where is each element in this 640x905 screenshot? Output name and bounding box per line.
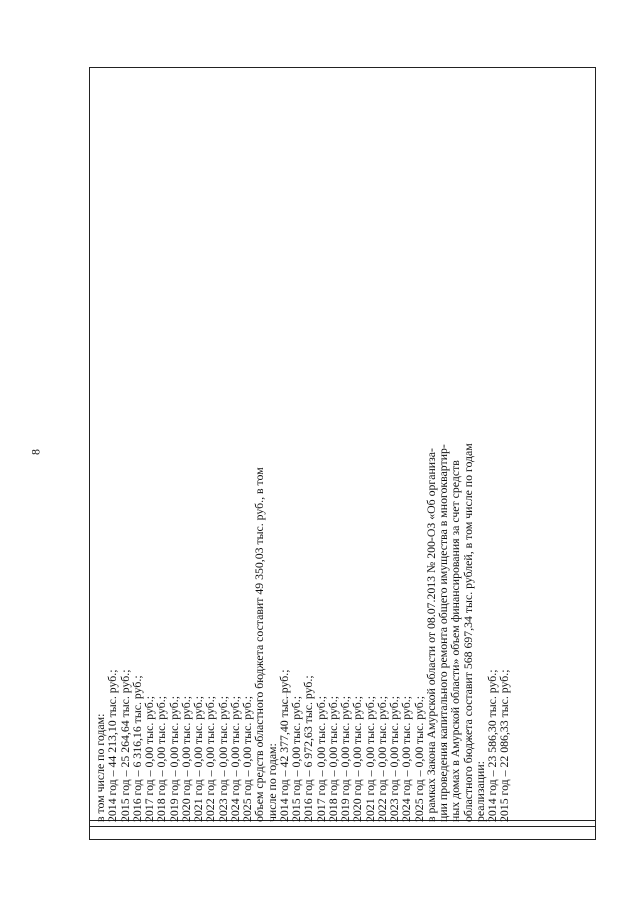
text-line: 2023 год – 0,00 тыс. руб.; <box>387 696 401 822</box>
text-line: 2020 год – 0,00 тыс. руб.; <box>178 696 193 822</box>
text-line: 2024 год – 0,00 тыс. руб.; <box>227 696 242 822</box>
text-line: 2016 год – 6 972,63 тыс. руб.; <box>301 675 316 822</box>
text-line: 2021 год – 0,00 тыс. руб.; <box>191 696 205 822</box>
text-line: 2018 год – 0,00 тыс. руб.; <box>325 696 340 822</box>
text-line: 2015 год – 25 264,64 тыс. руб.; <box>117 669 132 822</box>
text-line: 2015 год – 0,00 тыс. руб.; <box>289 696 303 822</box>
text-line: 2021 год – 0,00 тыс. руб.; <box>362 696 377 822</box>
text-line: 2017 год – 0,00 тыс. руб.; <box>313 696 328 822</box>
text-line: областного бюджета составит 568 697,34 тыс. рублей, в том числе по годам <box>460 443 475 822</box>
text-line: 2022 год – 0,00 тыс. руб.; <box>374 696 389 822</box>
financing-text <box>94 77 594 822</box>
text-line: 2024 год – 0,00 тыс. руб.; <box>399 696 414 822</box>
text-line: 2015 год – 22 086,33 тыс. руб.; <box>497 669 512 822</box>
text-line: 2016 год – 6 316,16 тыс. руб.; <box>129 675 144 822</box>
page-number: 8 <box>28 449 43 455</box>
text-line: 2020 год – 0,00 тыс. руб.; <box>350 696 365 822</box>
text-line: 2025 год – 0,00 тыс. руб.; <box>240 696 254 822</box>
text-line: в рамках Закона Амурской области от 08.07.2013 № 200-ОЗ «Об организа- <box>423 448 438 822</box>
text-line: 2019 год – 0,00 тыс. руб.; <box>166 696 181 822</box>
text-line: 2018 год – 0,00 тыс. руб.; <box>154 696 169 822</box>
text-line: 2014 год – 42 377,40 тыс. руб.; <box>276 669 291 822</box>
text-line: реализации: <box>472 761 487 822</box>
text-line: 2023 год – 0,00 тыс. руб.; <box>215 696 230 822</box>
text-line: 2022 год – 0,00 тыс. руб.; <box>203 696 218 822</box>
table-row-divider <box>90 826 595 827</box>
text-line: 2025 год – 0,00 тыс. руб.; <box>411 696 426 822</box>
text-line: объем средств областного бюджета составит 49 350,03 тыс. руб., в том <box>252 467 267 822</box>
text-line: числе по годам: <box>264 743 279 822</box>
text-line: ции проведения капитального ремонта общего имущества в многоквартир- <box>436 444 450 822</box>
text-line: ных домах в Амурской области» объем финансирования за счет средств <box>448 460 463 822</box>
text-line: 2014 год – 44 213,10 тыс. руб.; <box>105 669 120 822</box>
text-line: в том числе по годам: <box>93 713 107 822</box>
text-line: 2017 год – 0,00 тыс. руб.; <box>142 696 156 822</box>
text-line: 2019 год – 0,00 тыс. руб.; <box>338 696 352 822</box>
text-line: 2014 год – 23 586,30 тыс. руб.; <box>485 669 499 822</box>
